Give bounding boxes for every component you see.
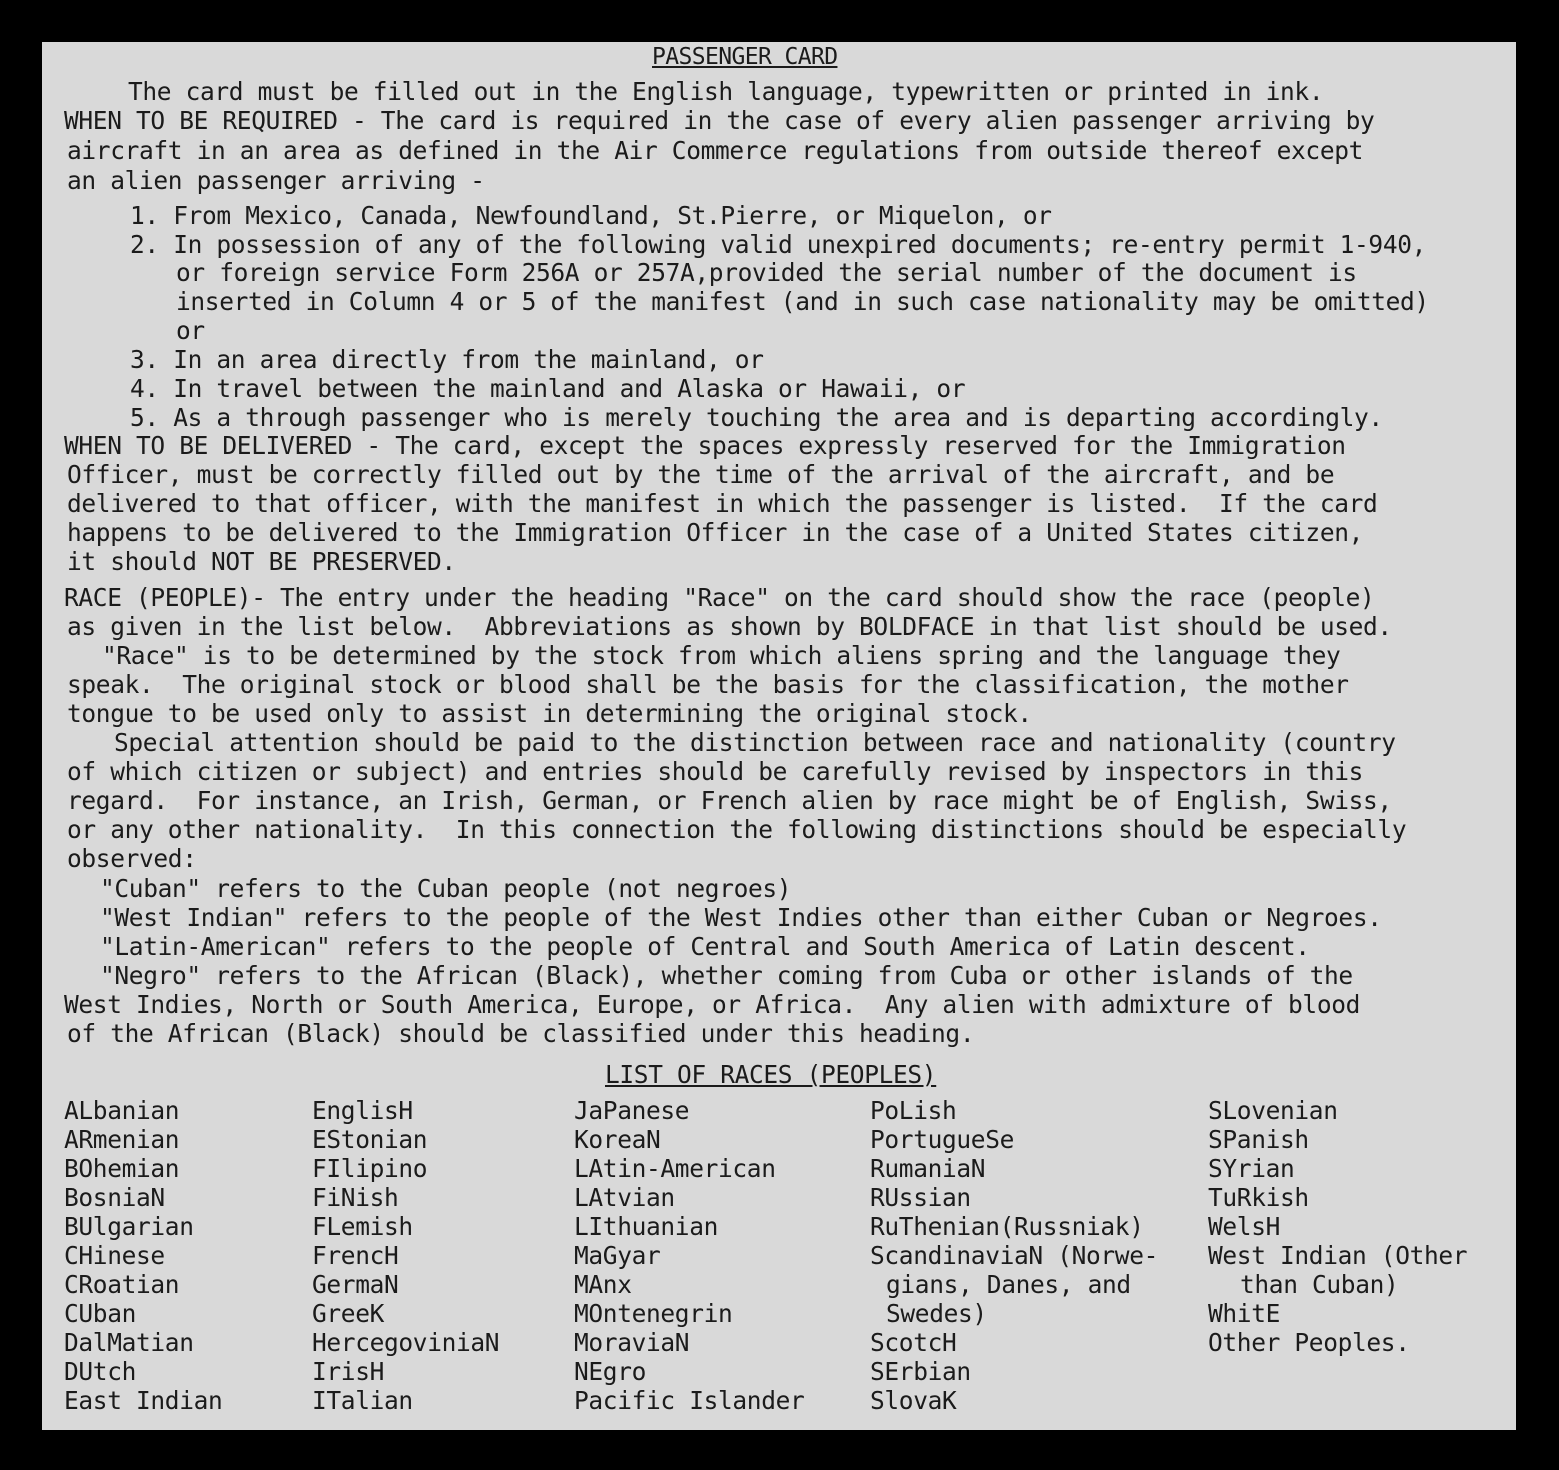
paragraph-line: aircraft in an area as defined in the Air Commerce regulations from outside thereof except [67,136,1364,165]
race-item-continued: than Cuban) [1240,1270,1399,1299]
definition-line: of the African (Black) should be classified under this heading. [67,1019,975,1048]
race-item: MOntenegrin [574,1299,733,1328]
list-item-continued: inserted in Column 4 or 5 of the manifest (and in such case nationality may be omitted) [176,287,1429,316]
race-item: Other Peoples. [1208,1328,1410,1357]
race-item: FiNish [312,1183,399,1212]
paragraph-line: "Race" is to be determined by the stock from which aliens spring and the language they [102,641,1341,670]
definition-line: West Indies, North or South America, Europe, or Africa. Any alien with admixture of blood [64,990,1361,1019]
race-item: FrencH [312,1241,399,1270]
race-item: KoreaN [574,1125,661,1154]
race-item: CRoatian [64,1270,180,1299]
race-item: NEgro [574,1357,647,1386]
paragraph-line: as given in the list below. Abbreviations as shown by BOLDFACE in that list should be used. [67,612,1392,641]
race-item: PortugueSe [870,1125,1015,1154]
paragraph-line: speak. The original stock or blood shall be the basis for the classification, the mother [67,670,1349,699]
race-item: EnglisH [312,1096,413,1125]
race-item: ARmenian [64,1125,180,1154]
race-item: SErbian [870,1357,971,1386]
race-item: CUban [64,1299,137,1328]
race-item: LIthuanian [574,1212,719,1241]
race-item: MaGyar [574,1241,661,1270]
race-item: MAnx [574,1270,632,1299]
race-item: FLemish [312,1212,413,1241]
paragraph-line: observed: [67,844,197,873]
race-item: GreeK [312,1299,385,1328]
passenger-card-page [42,42,1516,1430]
race-item: JaPanese [574,1096,690,1125]
race-item: DUtch [64,1357,137,1386]
paragraph-line: The card must be filled out in the English language, typewritten or printed in ink. [128,77,1324,106]
race-item: FIlipino [312,1154,428,1183]
list-item: 5. As a through passenger who is merely touching the area and is departing accordingly. [130,403,1383,432]
list-item-continued: or [176,316,205,345]
page-title: PASSENGER CARD [652,44,838,70]
races-column-1 [64,1096,222,1415]
race-item-continued: Swedes) [886,1299,987,1328]
race-item: LAtvian [574,1183,675,1212]
race-item: WhitE [1208,1299,1281,1328]
races-column-5 [1208,1096,1467,1357]
race-item: BosniaN [64,1183,165,1212]
race-item: RumaniaN [870,1154,986,1183]
race-item: East Indian [64,1386,223,1415]
paragraph-line: it should NOT BE PRESERVED. [67,547,456,576]
paragraph-line: Officer, must be correctly filled out by the time of the arrival of the aircraft, and be [67,460,1335,489]
paragraph-line: happens to be delivered to the Immigration Officer in the case of a United States citizen, [67,518,1364,547]
list-item: 3. In an area directly from the mainland, or [130,345,764,374]
race-item: GermaN [312,1270,399,1299]
race-item: RuThenian(Russniak) [870,1212,1144,1241]
race-item: PoLish [870,1096,957,1125]
race-item: RUssian [870,1183,971,1212]
race-item: BOhemian [64,1154,180,1183]
races-list-heading: LIST OF RACES (PEOPLES) [605,1060,937,1089]
list-item: 4. In travel between the mainland and Alaska or Hawaii, or [130,374,966,403]
list-item: 1. From Mexico, Canada, Newfoundland, St.Pierre, or Miquelon, or [130,201,1052,230]
list-item: 2. In possession of any of the following valid unexpired documents; re-entry permit 1-940, [130,230,1427,259]
paragraph-line: RACE (PEOPLE)- The entry under the heading "Race" on the card should show the race (people) [64,583,1375,612]
race-item: SLovenian [1208,1096,1338,1125]
paragraph-line: tongue to be used only to assist in determining the original stock. [67,699,1032,728]
definition-line: "Latin-American" refers to the people of Central and South America of Latin descent. [100,932,1310,961]
race-item-continued: gians, Danes, and [886,1270,1131,1299]
paragraph-line: regard. For instance, an Irish, German, or French alien by race might be of English, Swiss, [67,786,1392,815]
race-item: West Indian (Other [1208,1241,1468,1270]
paragraph-line: WHEN TO BE REQUIRED - The card is required in the case of every alien passenger arriving by [64,106,1375,135]
race-item: DalMatian [64,1328,194,1357]
race-item: Pacific Islander [574,1386,805,1415]
races-column-2 [312,1096,499,1415]
race-item: ScotcH [870,1328,957,1357]
races-column-4 [870,1096,1158,1415]
paragraph-line: WHEN TO BE DELIVERED - The card, except the spaces expressly reserved for the Immigration [64,431,1346,460]
race-item: SYrian [1208,1154,1295,1183]
definition-line: "West Indian" refers to the people of the West Indies other than either Cuban or Negroes. [100,903,1382,932]
race-item: HercegoviniaN [312,1328,500,1357]
paragraph-line: an alien passenger arriving - [67,166,485,195]
race-item: ALbanian [64,1096,180,1125]
race-item: IrisH [312,1357,385,1386]
paragraph-line: delivered to that officer, with the manifest in which the passenger is listed. If the card [67,489,1378,518]
race-item: ScandinaviaN (Norwe- [870,1241,1159,1270]
race-item: BUlgarian [64,1212,194,1241]
paragraph-line: of which citizen or subject) and entries should be carefully revised by inspectors in this [67,757,1364,786]
race-item: EStonian [312,1125,428,1154]
race-item: WelsH [1208,1212,1281,1241]
race-item: TuRkish [1208,1183,1309,1212]
race-item: LAtin-American [574,1154,776,1183]
list-item-continued: or foreign service Form 256A or 257A,provided the serial number of the document is [176,258,1357,287]
definition-line: "Cuban" refers to the Cuban people (not negroes) [100,874,792,903]
races-column-3 [574,1096,804,1415]
race-item: MoraviaN [574,1328,690,1357]
race-item: SlovaK [870,1386,957,1415]
paragraph-line: or any other nationality. In this connection the following distinctions should be especially [67,815,1407,844]
race-item: SPanish [1208,1125,1309,1154]
paragraph-line: Special attention should be paid to the distinction between race and nationality (country [114,728,1396,757]
race-item: ITalian [312,1386,413,1415]
definition-line: "Negro" refers to the African (Black), whether coming from Cuba or other islands of the [100,961,1353,990]
race-item: CHinese [64,1241,165,1270]
